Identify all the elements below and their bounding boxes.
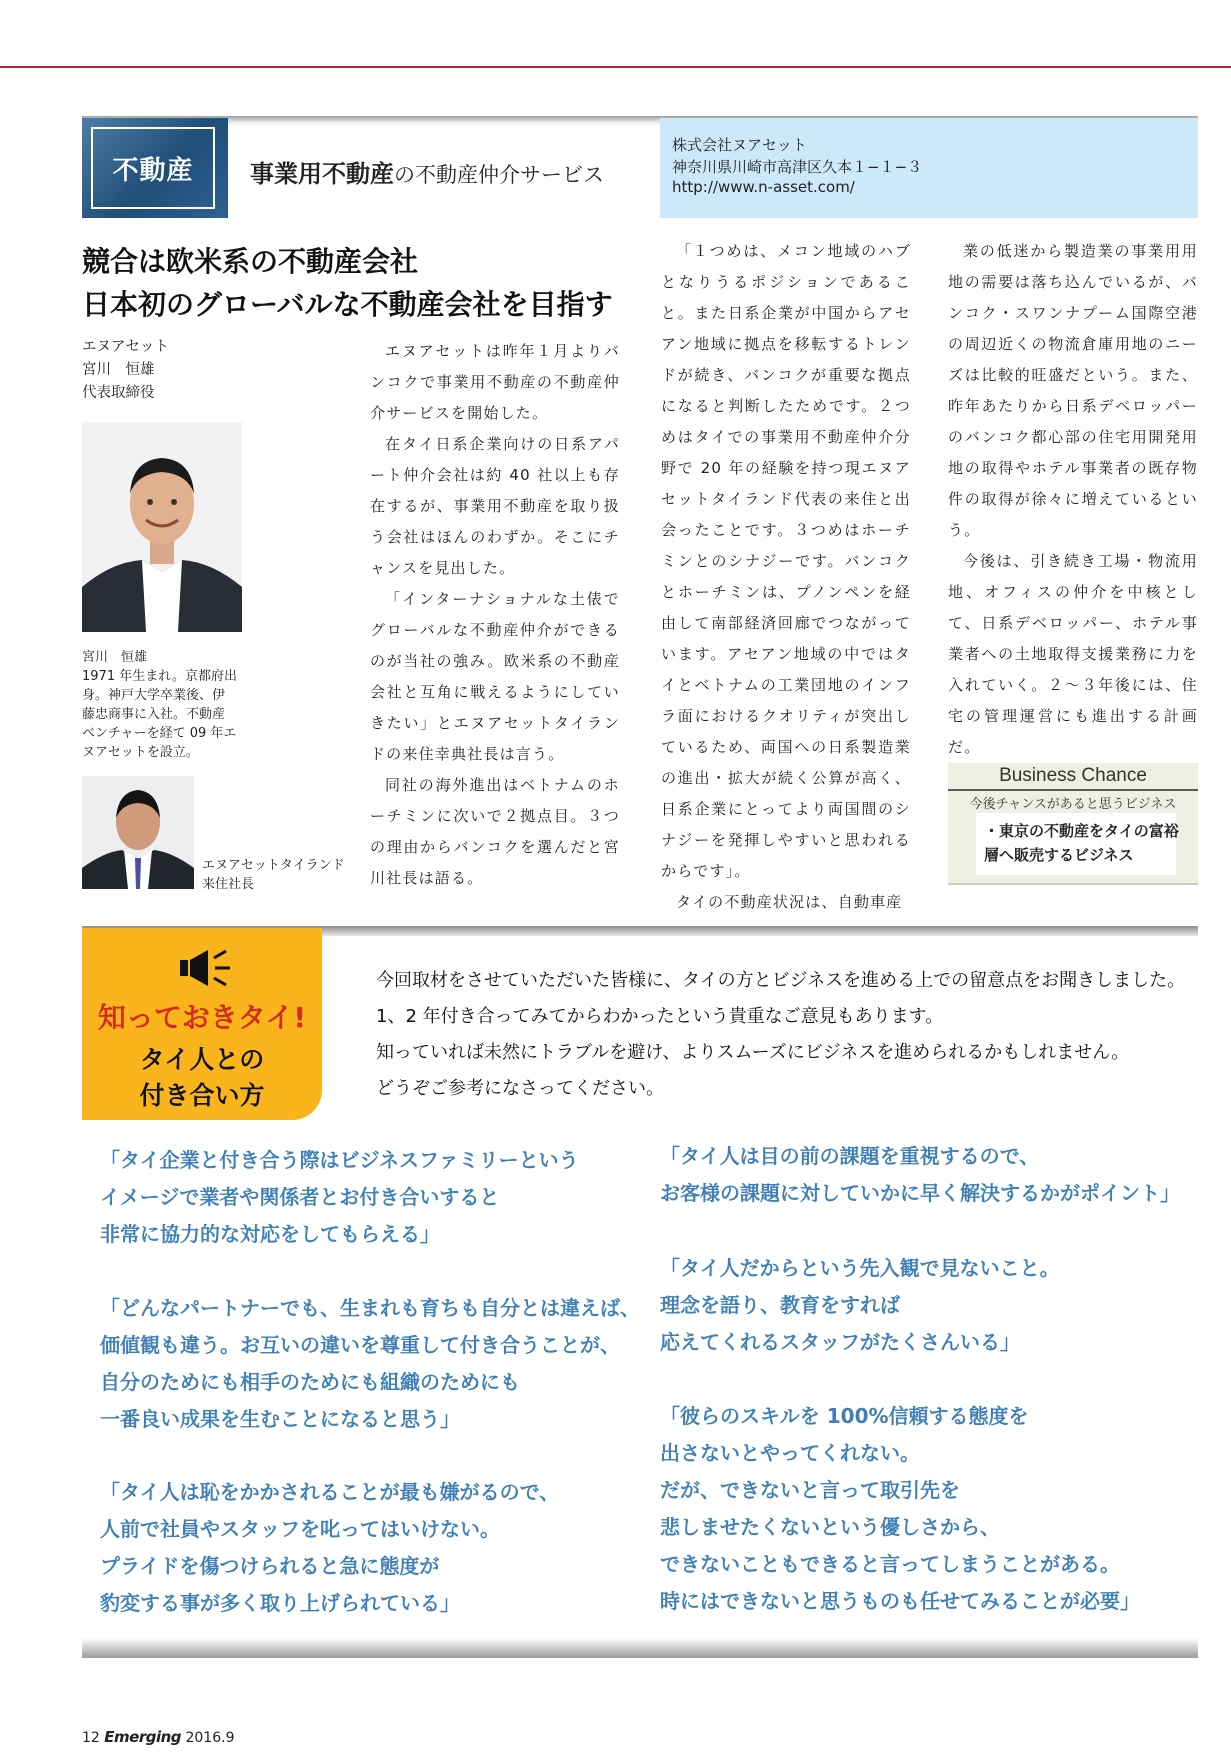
quote-line: 理念を語り、教育をすれば — [660, 1293, 900, 1317]
quote-block — [660, 1250, 1060, 1361]
caption-line: エヌアセットタイランド — [202, 858, 345, 873]
quote-line: 時にはできないと思うものも任せてみることが必要」 — [660, 1589, 1140, 1613]
paragraph: 業の低迷から製造業の事業用用地の需要は落ち込んでいるが、バンコク・スワンナプーム国際空港の周辺近くの物流倉庫用地のニーズは比較的旺盛だという。また、昨年あたりから日系デベロッパーのバンコク都心部の住宅用開発用地の取得やホテル事業者の既存物件の取得が徐々に増えているという。 — [948, 242, 1198, 539]
intro-line: どうぞご参考になさってください。 — [376, 1078, 664, 1099]
quote-line: 応えてくれるスタッフがたくさんいる」 — [660, 1330, 1020, 1354]
paragraph: 「１つめは、メコン地域のハブとなりうるポジションであること。また日系企業が中国からアセアン地域に拠点を移転するトレンドが続き、バンコクが重要な拠点になると判断したためです。２つめはタイでの事業用不動産仲介分野で 20 年の経験を持つ現エヌアセットタイランド代表の来住と出会ったことです。３つめはホーチミンとのシナジーです。バンコクとホーチミンは、プノンペンを経由して南部経済回廊でつながっています。アセアン地域の中ではタイとベトナムの工業団地のインフラ面におけるクオリティが突出しているため、両国への日系製造業の進出・拡大が続く公算が高く、日系企業にとってより両国間のシナジーを発揮しやすいと思われるからです」。 — [661, 242, 911, 880]
company-name: 株式会社ヌアセット — [672, 136, 807, 154]
quote-line: 「彼らのスキルを 100%信頼する態度を — [660, 1404, 1029, 1428]
business-chance-item-line: 層へ販売するビジネス — [984, 846, 1134, 864]
byline — [82, 336, 169, 405]
portrait-photo-kishi — [82, 776, 194, 889]
portrait-photo-miyakawa — [82, 422, 242, 632]
tips-badge — [82, 928, 322, 1120]
section-title-bold: 事業用不動産 — [250, 160, 394, 188]
quote-line: できないこともできると言ってしまうことがある。 — [660, 1552, 1120, 1576]
quote-line: 人前で社員やスタッフを叱ってはいけない。 — [100, 1517, 500, 1541]
quote-line: 「どんなパートナーでも、生まれも育ちも自分とは違えば、 — [100, 1296, 640, 1320]
paragraph: タイの不動産状況は、自動車産 — [676, 893, 903, 911]
intro-line: 1、2 年付き合ってみてからわかったという貴重なご意見もあります。 — [376, 1006, 944, 1027]
quote-block — [660, 1138, 1180, 1212]
quote-line: 「タイ企業と付き合う際はビジネスファミリーという — [100, 1148, 579, 1172]
business-chance-item-line: ・東京の不動産をタイの富裕 — [984, 822, 1179, 840]
bio-line: ベンチャーを経て 09 年エ — [82, 726, 237, 741]
category-badge — [82, 118, 228, 218]
category-label: 不動産 — [112, 155, 194, 186]
profile-bio — [82, 648, 252, 762]
bio-line: 藤忠商事に入社。不動産 — [82, 707, 226, 722]
headline-line-1: 競合は欧米系の不動産会社 — [82, 245, 419, 278]
tips-badge-title: 知っておきタイ! — [97, 1001, 307, 1034]
quote-line: イメージで業者や関係者とお付き合いすると — [100, 1185, 500, 1209]
caption-line: 来住社長 — [202, 877, 255, 892]
intro-line: 今回取材をさせていただいた皆様に、タイの方とビジネスを進める上での留意点をお聞きしました。 — [376, 970, 1186, 991]
bio-line: 身。神戸大学卒業後、伊 — [82, 688, 226, 703]
paragraph: 「インターナショナルな土俵でグローバルな不動産仲介ができるのが当社の強み。欧米系の不動産会社と互角に戦えるようにしていきたい」とエヌアセットタイランドの来住幸典社長は言う。 — [370, 590, 620, 763]
business-chance-item — [984, 819, 1182, 867]
quote-line: プライドを傷つけられると急に態度が — [100, 1554, 440, 1578]
quote-line: お客様の課題に対していかに早く解決するかがポイント」 — [660, 1181, 1180, 1205]
magazine-logo: Emerging — [104, 1728, 182, 1746]
article-column-2 — [661, 236, 911, 918]
paragraph: 今後は、引き続き工場・物流用地、オフィスの仲介を中核として、日系デベロッパー、ホテル事業者への土地取得支援業務に力を入れていく。２〜３年後には、住宅の管理運営にも進出する計画だ。 — [948, 552, 1198, 756]
page-footer — [82, 1728, 234, 1746]
business-chance-box — [948, 763, 1198, 885]
quote-line: 自分のためにも相手のためにも組織のためにも — [100, 1370, 520, 1394]
bottom-band — [82, 1638, 1198, 1658]
paragraph: 同社の海外進出はベトナムのホーチミンに次いで２拠点目。３つの理由からバンコクを選んだと宮川社長は語る。 — [370, 776, 620, 887]
issue-date: 2016.9 — [185, 1730, 235, 1746]
article-column-3 — [948, 236, 1198, 763]
bio-line: 1971 年生まれ。京都府出 — [82, 669, 237, 684]
quote-block — [100, 1290, 640, 1438]
tips-badge-subtitle: タイ人との — [139, 1045, 265, 1074]
company-address: 神奈川県川崎市高津区久本１−１−３ — [672, 158, 923, 176]
article-column-1 — [370, 336, 620, 894]
bio-line: ヌアセットを設立。 — [82, 745, 199, 760]
section-title-rest: の不動産仲介サービス — [394, 163, 604, 187]
page-number: 12 — [82, 1730, 100, 1746]
quote-block — [660, 1398, 1140, 1620]
quote-line: 「タイ人は目の前の課題を重視するので、 — [660, 1144, 1040, 1168]
quote-line: 「タイ人だからという先入観で見ないこと。 — [660, 1256, 1060, 1280]
quote-line: 「タイ人は恥をかかされることが最も嫌がるので、 — [100, 1480, 560, 1504]
bio-line: 宮川 恒雄 — [82, 650, 148, 665]
paragraph: エヌアセットは昨年１月よりバンコクで事業用不動産の不動産仲介サービスを開始した。 — [370, 342, 620, 422]
byline-role: 代表取締役 — [82, 385, 155, 401]
headline-line-2: 日本初のグローバルな不動産会社を目指す — [82, 288, 613, 321]
megaphone-icon — [178, 948, 234, 988]
category-badge-frame — [91, 127, 215, 209]
photo-caption — [202, 856, 345, 894]
byline-person: 宮川 恒雄 — [82, 362, 155, 378]
quote-line: 非常に協力的な対応をしてもらえる」 — [100, 1222, 440, 1246]
quote-line: 悲しませたくないという優しさから、 — [660, 1515, 1000, 1539]
byline-company: エヌアセット — [82, 339, 169, 355]
quote-line: 一番良い成果を生むことになると思う」 — [100, 1407, 460, 1431]
quote-line: 価値観も違う。お互いの違いを尊重して付き合うことが、 — [100, 1333, 620, 1357]
quote-line: だが、できないと言って取引先を — [660, 1478, 960, 1502]
business-chance-subtitle: 今後チャンスがあると思うビジネス — [969, 797, 1177, 812]
company-info-box — [660, 118, 1198, 218]
quote-block — [100, 1474, 559, 1622]
section-title — [250, 154, 604, 189]
quote-line: 豹変する事が多く取り上げられている」 — [100, 1591, 460, 1615]
quote-line: 出さないとやってくれない。 — [660, 1441, 920, 1465]
tips-badge-subtitle: 付き合い方 — [139, 1081, 265, 1110]
quote-block — [100, 1142, 579, 1253]
top-rule — [0, 66, 1231, 68]
business-chance-rule — [948, 789, 1198, 791]
intro-line: 知っていれば未然にトラブルを避け、よりスムーズにビジネスを進められるかもしれません。 — [376, 1042, 1130, 1063]
paragraph: 在タイ日系企業向けの日系アパート仲介会社は約 40 社以上も存在するが、事業用不動産を取り扱う会社はほんのわずか。そこにチャンスを見出した。 — [370, 435, 620, 577]
business-chance-title: Business Chance — [999, 765, 1147, 786]
company-url[interactable]: http://www.n-asset.com/ — [672, 178, 855, 196]
